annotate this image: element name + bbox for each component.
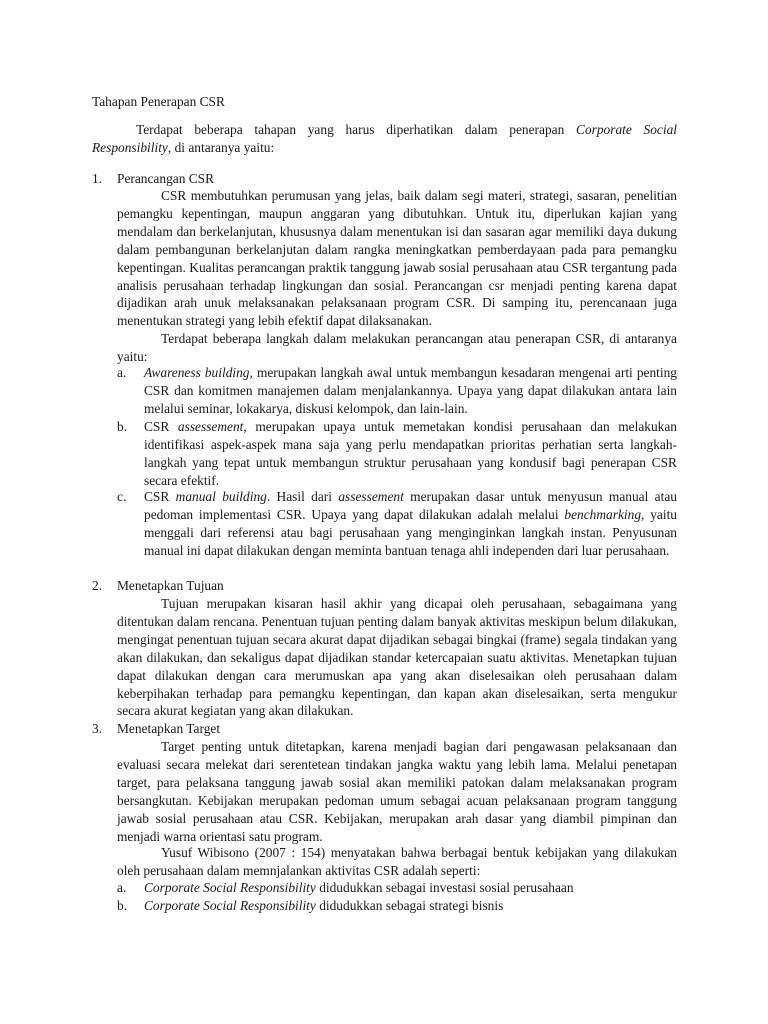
item-letter: b. [117, 419, 128, 434]
section-3-paragraph-2: Yusuf Wibisono (2007 : 154) menyatakan bahwa berbagai bentuk kebijakan yang dilakukan oleh perusahaan dalam memnjalankan aktivitas CSR adalah seperti: [117, 845, 677, 878]
item-italic: assessement [177, 419, 244, 434]
item-italic-1: manual building [175, 489, 267, 504]
item-letter: a. [117, 365, 127, 380]
item-letter: a. [117, 880, 127, 895]
section-1-heading [92, 170, 214, 188]
item-italic-2: assessement [338, 489, 404, 504]
section-3-item-b [117, 897, 677, 915]
item-prefix: CSR [144, 419, 178, 434]
section-1-item-a [117, 364, 677, 418]
item-letter: b. [117, 898, 128, 913]
item-text: , merupakan langkah awal untuk membangun kesadaran mengenai arti penting CSR dan komitmen manajemen dalam menjalankannya. Upaya yang dapat dilakukan antara lain melalui seminar, lokakarya, diskusi kelompok, dan lain-lain. [144, 365, 677, 416]
section-3-title: Menetapkan Target [117, 721, 221, 736]
section-1-title: Perancangan CSR [117, 171, 215, 186]
intro-italic: Corporate Social Responsibility [92, 122, 677, 155]
section-3-item-a [117, 879, 677, 897]
section-1-number: 1. [92, 171, 103, 186]
item-mid-2: merupakan dasar untuk menyusun manual atau pedoman implementasi CSR. Upaya yang dapat dilakukan adalah melalui [144, 489, 677, 522]
section-3-paragraph-1: Target penting untuk ditetapkan, karena menjadi bagian dari pengawasan pelaksanaan dan evaluasi secara melekat dari serentetean tindakan jangka waktu yang lebih lama. Melalui penetapan target, para pelaksana tanggung jawab sosial akan memiliki patokan dalam melaksanakan program bersangkutan. Kebijakan merupakan pedoman umum sebagai acuan pelaksanaan program tanggung jawab sosial perusahaan atau CSR. Kebijakan, merupakan arah dasar yang diambil pimpinan dan menjadi warna orientasi satu program. [117, 739, 677, 844]
item-letter: c. [117, 489, 127, 504]
document-title: Tahapan Penerapan CSR [92, 94, 225, 109]
section-3-body [117, 738, 677, 845]
intro-paragraph [92, 121, 677, 157]
section-2-paragraph-1: Tujuan merupakan kisaran hasil akhir yang dicapai oleh perusahaan, sebagaimana yang ditentukan dalam rencana. Penentuan tujuan penting dalam banyak aktivitas meskipun belum dilakukan, mengingat penentuan tujuan secara akurat dapat dijadikan sebagai bingkai (frame) segala tindakan yang akan dilakukan, dan sekaligus dapat dijadikan standar ketercapaian suatu aktivitas. Menetapkan tujuan dapat dilakukan dengan cara merumuskan apa yang akan diselesaikan oleh perusahaan dalam keberpihakan terhadap para pemangku kepentingan, dan kapan akan diselesaikan, serta mengukur secara akurat kegiatan yang akan dilakukan. [117, 596, 677, 719]
section-1-item-b [117, 418, 677, 490]
section-2-heading [92, 577, 224, 595]
item-text: didudukkan sebagai strategi bisnis [315, 898, 504, 913]
item-text: , yaitu menggali dari referensi atau bagi perusahaan yang menginginkan langkah instan. Penyusunan manual ini dapat dilakukan dengan meminta bantuan tenaga ahli independen dari luar perusahaan. [144, 506, 677, 558]
section-2-body [117, 595, 677, 720]
item-text: , merupakan upaya untuk memetakan kondisi perusahaan dan melakukan identifikasi aspek-aspek mana saja yang perlu mendapatkan prioritas perhatian serta langkah-langkah yang tepat untuk membangun struktur perusahaan yang kondusif bagi penerapan CSR secara efektif. [144, 419, 677, 488]
section-1-body [117, 187, 677, 366]
intro-text-2: , di antaranya yaitu: [167, 139, 275, 155]
item-italic: Corporate Social Responsibility [144, 880, 316, 895]
section-2-number: 2. [92, 578, 103, 593]
section-3-number: 3. [92, 721, 103, 736]
section-1-paragraph-2: Terdapat beberapa langkah dalam melakukan perancangan atau penerapan CSR, di antaranya yaitu: [117, 331, 677, 365]
section-1-paragraph-1: CSR membutuhkan perumusan yang jelas, baik dalam segi materi, strategi, sasaran, penelitian pemangku kepentingan, maupun anggaran yang dibutuhkan. Untuk itu, diperlukan kajian yang mendalam dan berkelanjutan, khususnya dalam menentukan isi dan sasaran agar memiliki daya dukung dalam pembangunan berkelanjutan dalam rangka meningkatkan pemberdayaan pada para pemangku kepentingan. Kualitas perancangan praktik tanggung jawab sosial perusahaan atau CSR tergantung pada analisis perusahaan terhadap lingkungan dan sosial. Perancangan csr menjadi penting karena dapat dijadikan arah unuk melaksanakan pelaksanaan program CSR. Di samping itu, perencanaan juga menentukan strategi yang lebih efektif dapat dilaksanakan. [117, 188, 677, 329]
section-3-heading [92, 720, 220, 738]
intro-text-1: Terdapat beberapa tahapan yang harus diperhatikan dalam penerapan [136, 122, 577, 137]
section-2-title: Menetapkan Tujuan [117, 578, 224, 593]
section-1-item-c [117, 488, 677, 560]
item-text: didudukkan sebagai investasi sosial perusahaan [315, 880, 574, 895]
section-3-paragraph-2-wrap [117, 844, 677, 880]
item-italic: Awareness building [144, 365, 250, 380]
item-prefix: CSR [144, 489, 176, 504]
item-italic-3: benchmarking [564, 506, 642, 522]
item-mid-1: . Hasil dari [266, 489, 339, 504]
item-italic: Corporate Social Responsibility [144, 898, 316, 913]
